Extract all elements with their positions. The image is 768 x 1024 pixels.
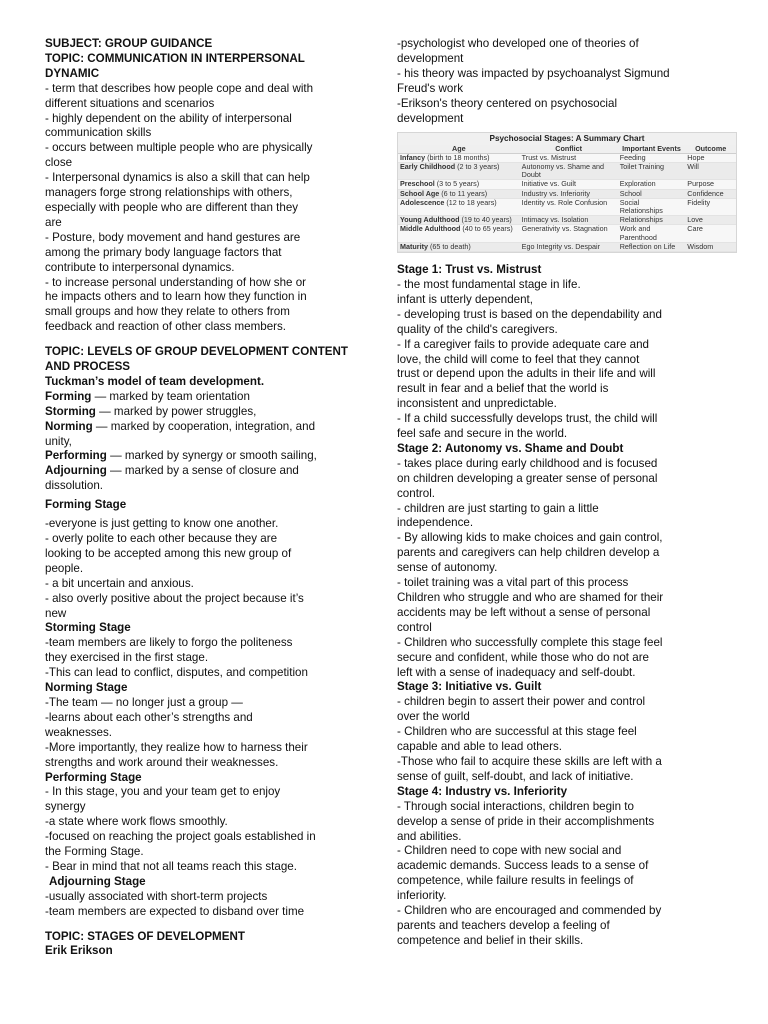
text-line: development: [397, 51, 464, 65]
text-line: - developing trust is based on the dependability and: [397, 307, 662, 321]
text-line: close: [45, 156, 73, 170]
text-line: and abilities.: [397, 829, 462, 843]
text-line: they exercised in the first stage.: [45, 651, 209, 665]
text-line: among the primary body language factors that: [45, 245, 282, 259]
stage-range: (19 to 40 years): [459, 215, 512, 225]
cell-conflict: Industry vs. Inferiority: [520, 189, 618, 198]
text-line: - Children need to cope with new social and: [397, 844, 622, 858]
text-line: competence and belief in their skills.: [397, 933, 584, 947]
stage-name: Early Childhood: [400, 162, 456, 172]
text-line: independence.: [397, 516, 474, 530]
cell-events: Feeding: [618, 153, 686, 162]
stage-name: Maturity: [400, 241, 428, 251]
cell-age: [398, 225, 520, 242]
text-line: especially with people who are different than they: [45, 200, 299, 214]
cell-age: [398, 242, 520, 251]
stage-name: School Age: [400, 188, 440, 198]
stage3-heading: Stage 3: Initiative vs. Guilt: [397, 680, 542, 694]
text-line: sense of guilt, self-doubt, and lack of initiative.: [397, 769, 634, 783]
stage4-heading: Stage 4: Industry vs. Inferiority: [397, 784, 568, 798]
cell-age: [398, 198, 520, 215]
stage-norming-summary-cont: unity,: [45, 434, 72, 448]
tuckman-stage-list: [45, 390, 375, 494]
text-line: sense of autonomy.: [397, 561, 498, 575]
text-line: weaknesses.: [45, 725, 113, 739]
text-line: - In this stage, you and your team get to enjoy: [45, 785, 281, 799]
cell-events: Social Relationships: [618, 198, 686, 215]
stage-desc: — marked by team orientation: [91, 389, 250, 403]
text-line: develop a sense of pride in their accomplishments: [397, 814, 655, 828]
text-line: - highly dependent on the ability of interpersonal: [45, 111, 292, 125]
subject-heading: SUBJECT: GROUP GUIDANCE: [45, 37, 213, 50]
cell-outcome: Will: [685, 163, 736, 180]
cell-conflict: Trust vs. Mistrust: [520, 153, 618, 162]
text-line: Children who struggle and who are shamed for their: [397, 591, 664, 605]
header-conflict: Conflict: [520, 145, 618, 154]
text-line: development: [397, 111, 464, 125]
forming-stage-heading: Forming Stage: [45, 498, 127, 512]
text-line: -learns about each other’s strengths and: [45, 710, 253, 724]
stage-desc: — marked by a sense of closure and: [106, 464, 299, 478]
text-line: -team members are likely to forgo the politeness: [45, 636, 293, 650]
tuckman-model-title: Tuckman’s model of team development.: [45, 374, 265, 388]
topic-communication-title-1: TOPIC: COMMUNICATION IN INTERPERSONAL: [45, 51, 305, 65]
text-line: - Interpersonal dynamics is also a skill that can help: [45, 171, 310, 185]
text-line: the Forming Stage.: [45, 845, 144, 859]
text-line: - his theory was impacted by psychoanalyst Sigmund: [397, 66, 670, 80]
text-line: -a state where work flows smoothly.: [45, 815, 228, 829]
stage-name: Forming: [45, 389, 92, 403]
stage-desc: — marked by power struggles,: [95, 404, 257, 418]
text-line: -team members are expected to disband over time: [45, 904, 305, 918]
stage-name: Infancy: [400, 152, 426, 162]
text-line: secure and confident, while those who do not are: [397, 650, 650, 664]
header-events: Important Events: [618, 145, 686, 154]
text-line: - also overly positive about the project because it’s: [45, 591, 304, 605]
cell-events: Work and Parenthood: [618, 225, 686, 242]
cell-conflict: Autonomy vs. Shame and Doubt: [520, 163, 618, 180]
text-line: infant is utterly dependent,: [397, 292, 533, 306]
cell-age: [398, 163, 520, 180]
stage-desc: — marked by synergy or smooth sailing,: [106, 449, 317, 463]
text-line: managers forge strong relationships with others,: [45, 186, 293, 200]
text-line: -Erikson's theory centered on psychosocial: [397, 96, 618, 110]
communication-body: [45, 82, 375, 335]
text-line: communication skills: [45, 126, 152, 140]
text-line: - If a child successfully develops trust, the child will: [397, 412, 658, 426]
text-line: he impacts others and to learn how they function in: [45, 290, 307, 304]
stage-norming-summary: [45, 420, 375, 435]
text-line: trust or depend upon the adults in their life and will: [397, 367, 656, 381]
cell-events: Reflection on Life: [618, 242, 686, 251]
stage-performing-summary: [45, 449, 375, 464]
text-line: control.: [397, 486, 436, 500]
text-line: - Children who are encouraged and commended by: [397, 904, 662, 918]
text-line: academic demands. Success leads to a sense of: [397, 859, 649, 873]
psychosocial-summary-chart: [397, 132, 737, 253]
text-line: inconsistent and unpredictable.: [397, 397, 557, 411]
stage-name: Preschool: [400, 179, 435, 189]
text-line: accidents may be left without a sense of personal: [397, 605, 651, 619]
text-line: Freud's work: [397, 81, 463, 95]
text-line: - Through social interactions, children begin to: [397, 799, 634, 813]
text-line: - the most fundamental stage in life.: [397, 277, 581, 291]
text-line: - Bear in mind that not all teams reach this stage.: [45, 859, 297, 873]
stage-range: (3 to 5 years): [434, 179, 480, 189]
chart-title: Psychosocial Stages: A Summary Chart: [398, 133, 736, 144]
cell-conflict: Initiative vs. Guilt: [520, 180, 618, 189]
text-line: -focused on reaching the project goals established in: [45, 830, 316, 844]
text-line: -More importantly, they realize how to harness their: [45, 740, 308, 754]
stage-name: Adjourning: [45, 464, 107, 478]
stage-name: Middle Adulthood: [400, 224, 461, 234]
chart-table: [398, 145, 736, 252]
text-line: -This can lead to conflict, disputes, and competition: [45, 666, 308, 680]
text-line: different situations and scenarios: [45, 96, 215, 110]
stage-range: (birth to 18 months): [425, 152, 490, 162]
stage-range: (2 to 3 years): [455, 162, 500, 172]
text-line: - Children who successfully complete this stage feel: [397, 635, 663, 649]
text-line: new: [45, 606, 67, 620]
topic-group-development-title-1: TOPIC: LEVELS OF GROUP DEVELOPMENT CONTENT: [45, 345, 348, 359]
text-line: synergy: [45, 800, 86, 814]
stage-name: Performing: [45, 449, 107, 463]
text-line: control: [397, 620, 432, 634]
text-line: - occurs between multiple people who are physically: [45, 141, 313, 155]
text-line: are: [45, 215, 62, 229]
cell-outcome: Hope: [685, 153, 736, 162]
text-line: - takes place during early childhood and is focused: [397, 456, 658, 470]
text-line: strengths and work around their weaknesses.: [45, 755, 279, 769]
stage-name: Norming: [45, 419, 93, 433]
header-age: Age: [398, 145, 520, 154]
topic-stages-of-development-title: TOPIC: STAGES OF DEVELOPMENT: [45, 929, 245, 943]
text-line: - By allowing kids to make choices and gain control,: [397, 531, 663, 545]
text-line: - toilet training was a vital part of this process: [397, 576, 629, 590]
text-line: left with a sense of inadequacy and self-doubt.: [397, 665, 636, 679]
text-line: result in fear and a belief that the world is: [397, 382, 609, 396]
cell-outcome: Love: [685, 216, 736, 225]
text-line: love, the child will come to feel that they cannot: [397, 352, 640, 366]
performing-stage-heading: Performing Stage: [45, 770, 142, 784]
text-line: small groups and how they relate to others from: [45, 305, 290, 319]
text-line: -everyone is just getting to know one another.: [45, 517, 279, 531]
stage-adjourning-summary: [45, 464, 375, 479]
stage-range: (65 to death): [427, 241, 471, 251]
text-line: - to increase personal understanding of how she or: [45, 275, 307, 289]
stage-storming-summary: [45, 405, 375, 420]
stage2-heading: Stage 2: Autonomy vs. Shame and Doubt: [397, 441, 624, 455]
stage-name: Young Adulthood: [400, 215, 460, 225]
text-line: - children begin to assert their power and control: [397, 695, 646, 709]
text-line: people.: [45, 561, 84, 575]
cell-conflict: Identity vs. Role Confusion: [520, 198, 618, 215]
erikson-author: Erik Erikson: [45, 944, 113, 958]
cell-outcome: Purpose: [685, 180, 736, 189]
stage-range: (6 to 11 years): [439, 188, 488, 198]
text-line: -usually associated with short-term projects: [45, 889, 268, 903]
text-line: -psychologist who developed one of theories of: [397, 37, 639, 50]
table-row: [398, 198, 736, 215]
text-line: - If a caregiver fails to provide adequate care and: [397, 337, 649, 351]
text-line: - term that describes how people cope and deal with: [45, 81, 314, 95]
text-line: looking to be accepted among this new group of: [45, 546, 292, 560]
cell-conflict: Ego Integrity vs. Despair: [520, 242, 618, 251]
right-column: [397, 37, 737, 949]
text-line: parents and teachers develop a feeling of: [397, 918, 610, 932]
stage-forming-summary: [45, 390, 375, 405]
cell-outcome: Fidelity: [685, 198, 736, 215]
cell-events: School: [618, 189, 686, 198]
stage-desc: — marked by cooperation, integration, and: [92, 419, 316, 433]
cell-events: Exploration: [618, 180, 686, 189]
table-row: [398, 163, 736, 180]
text-line: - overly polite to each other because they are: [45, 532, 278, 545]
storming-stage-heading: Storming Stage: [45, 621, 131, 635]
text-line: parents and caregivers can help children develop a: [397, 546, 660, 560]
text-line: - children are just starting to gain a little: [397, 501, 599, 515]
text-line: capable and able to lead others.: [397, 740, 563, 754]
text-line: feedback and reaction of other class members.: [45, 320, 287, 334]
text-line: contribute to interpersonal dynamics.: [45, 260, 235, 274]
text-line: on children developing a greater sense of personal: [397, 471, 658, 485]
stage-adjourning-summary-cont: dissolution.: [45, 479, 104, 493]
table-row: [398, 242, 736, 251]
stage-name: Storming: [45, 404, 96, 418]
text-line: competence, while failure results in feelings of: [397, 874, 634, 888]
text-line: over the world: [397, 710, 470, 724]
text-line: -Those who fail to acquire these skills are left with a: [397, 754, 662, 768]
cell-outcome: Confidence: [685, 189, 736, 198]
cell-events: Toilet Training: [618, 163, 686, 180]
text-line: feel safe and secure in the world.: [397, 427, 568, 441]
cell-outcome: Wisdom: [685, 242, 736, 251]
cell-conflict: Generativity vs. Stagnation: [520, 225, 618, 242]
text-line: inferiority.: [397, 889, 447, 903]
cell-conflict: Intimacy vs. Isolation: [520, 216, 618, 225]
text-line: - a bit uncertain and anxious.: [45, 576, 194, 590]
text-line: - Posture, body movement and hand gestures are: [45, 230, 301, 244]
stage-range: (12 to 18 years): [444, 197, 497, 207]
cell-outcome: Care: [685, 225, 736, 242]
topic-communication-title-2: DYNAMIC: [45, 66, 100, 80]
norming-stage-heading: Norming Stage: [45, 681, 128, 695]
stage1-heading: Stage 1: Trust vs. Mistrust: [397, 263, 542, 277]
left-column: [45, 37, 375, 959]
stage-name: Adolescence: [400, 197, 445, 207]
topic-group-development-title-2: AND PROCESS: [45, 360, 131, 374]
text-line: - Children who are successful at this stage feel: [397, 725, 637, 739]
text-line: -The team — no longer just a group —: [45, 695, 243, 709]
text-line: quality of the child's caregivers.: [397, 322, 558, 336]
stage-range: (40 to 65 years): [460, 224, 513, 234]
adjourning-stage-heading: Adjourning Stage: [49, 874, 146, 888]
cell-events: Relationships: [618, 216, 686, 225]
table-row: [398, 225, 736, 242]
header-outcome: Outcome: [685, 145, 736, 154]
